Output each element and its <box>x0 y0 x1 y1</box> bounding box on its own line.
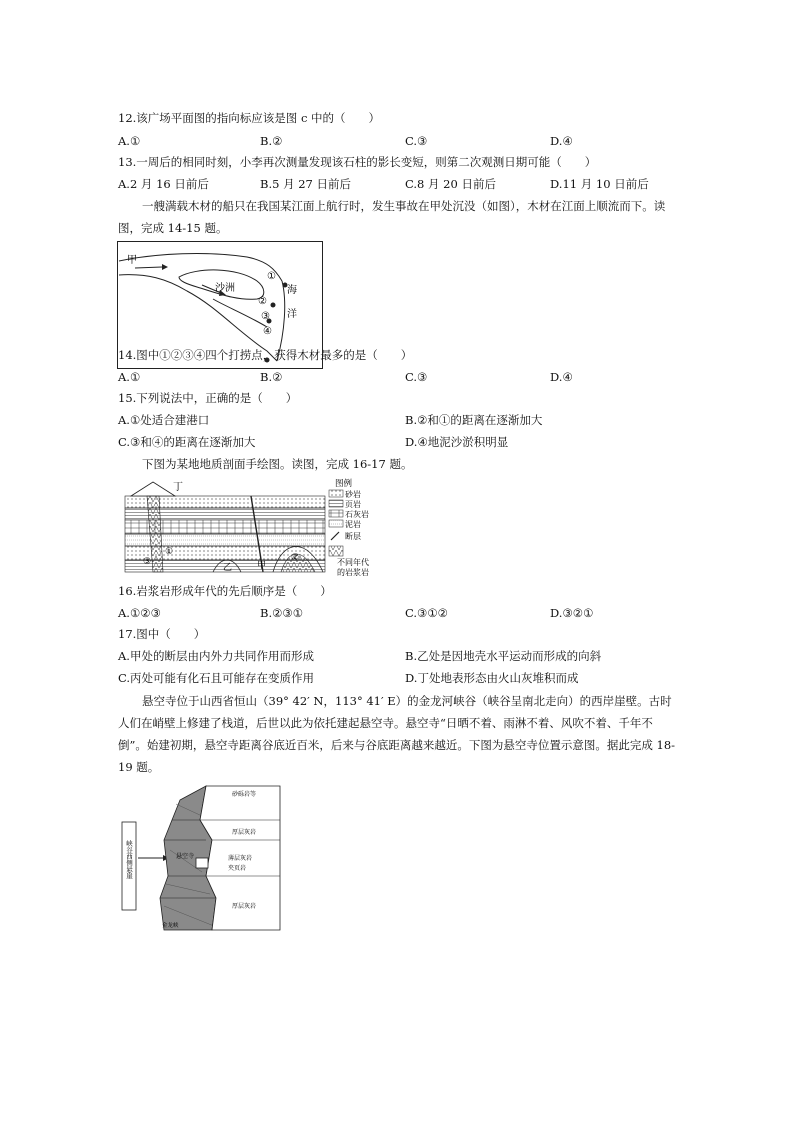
q13-stem: 13.一周后的相同时刻，小李再次测量发现该石柱的影长变短，则第二次观测日期可能（ ） <box>118 155 597 169</box>
river-point-4: ④ <box>263 326 272 337</box>
geology-figure <box>123 478 393 580</box>
q12-option-b: B.② <box>260 134 283 148</box>
q15-option-c: C.③和④的距离在逐渐加大 <box>118 435 256 449</box>
geo-label-jia: 甲 <box>257 561 267 571</box>
q13-option-c: C.8 月 20 日前后 <box>405 177 496 191</box>
geo-legend-fault: 断层 <box>345 532 361 541</box>
geo-label-yi: 乙 <box>223 563 233 573</box>
q16-option-a: A.①②③ <box>118 606 161 620</box>
temple-building <box>196 858 208 868</box>
q15-option-d: D.④地泥沙淤积明显 <box>405 435 509 449</box>
q14-option-c: C.③ <box>405 370 428 384</box>
q12-option-d: D.④ <box>550 134 573 148</box>
q13-option-a: A.2 月 16 日前后 <box>118 177 209 191</box>
river-point-3: ③ <box>261 311 270 322</box>
intro-16-17: 下图为某地地质剖面手绘图。读图，完成 16-17 题。 <box>142 457 413 471</box>
q15-option-a: A.①处适合建港口 <box>118 413 210 427</box>
temple-label: 悬空寺 <box>176 853 195 860</box>
river-label-shazhou: 沙洲 <box>215 283 235 294</box>
q17-option-d: D.丁处地表形态由火山灰堆积而成 <box>405 671 579 685</box>
river-label-yang: 洋 <box>287 309 297 320</box>
q17-option-b: B.乙处是因地壳水平运动而形成的向斜 <box>405 649 602 663</box>
river-point-1: ① <box>267 271 276 282</box>
q14-stem: 14.图中①②③④四个打捞点，获得木材最多的是（ ） <box>118 348 413 362</box>
q17-stem: 17.图中（ ） <box>118 627 206 641</box>
q13-option-d: D.11 月 10 日前后 <box>550 177 649 191</box>
q17-option-c: C.丙处可能有化石且可能存在变质作用 <box>118 671 315 685</box>
temple-side-label: 峡谷西侧悬崖 <box>125 840 133 879</box>
q15-stem: 15.下列说法中，正确的是（ ） <box>118 391 298 405</box>
temple-layer-2: 厚层灰岩 <box>232 829 257 836</box>
q14-option-d: D.④ <box>550 370 573 384</box>
q12-option-c: C.③ <box>405 134 428 148</box>
geo-legend-mudstone: 泥岩 <box>345 520 361 529</box>
temple-layer-5: 厚层灰岩 <box>232 903 257 910</box>
q12-stem: 12.该广场平面图的指向标应该是图 c 中的（ ） <box>118 111 381 125</box>
geo-legend-limestone: 石灰岩 <box>345 510 369 519</box>
temple-layer-4: 夹页岩 <box>228 865 247 872</box>
geo-label-ding: 丁 <box>173 482 183 493</box>
geo-legend-sandstone: 砂岩 <box>345 490 361 499</box>
q15-option-b: B.②和①的距离在逐渐加大 <box>405 413 543 427</box>
geo-legend-magma-2: 的岩浆岩 <box>337 568 369 577</box>
q16-option-c: C.③①② <box>405 606 448 620</box>
intro-18-19: 悬空寺位于山西省恒山（39° 42′ N，113° 41′ E）的金龙河峡谷（峡谷呈南北走向）的西岸崖壁。古时人们在峭壁上修建了栈道，后世以此为依托建起悬空寺。悬空寺“日晒不着、雨淋不着、风吹不着、千年不倒”。始建初期，悬空寺距离谷底近百米，后来与谷底距离越来越近。下图为悬空寺位置示意图。据此完成 18-19 题。 <box>118 694 676 774</box>
geo-num-2: ② <box>291 553 300 563</box>
q14-option-b: B.② <box>260 370 283 384</box>
geo-legend-shale: 页岩 <box>345 500 361 509</box>
temple-river: 金龙峡 <box>162 923 179 929</box>
q17-option-a: A.甲处的断层由内外力共同作用而形成 <box>118 649 314 663</box>
river-label-jia: 甲 <box>127 255 137 266</box>
q16-option-b: B.②③① <box>260 606 304 620</box>
q14-option-a: A.① <box>118 370 141 384</box>
temple-layer-3: 薄层灰岩 <box>228 855 253 862</box>
q13-option-b: B.5 月 27 日前后 <box>260 177 352 191</box>
geo-legend-title: 图例 <box>335 479 353 489</box>
intro-14-15: 一艘满载木材的船只在我国某江面上航行时，发生事故在甲处沉没（如图），木材在江面上顺流而下。读图，完成 14-15 题。 <box>118 199 666 235</box>
river-label-hai: 海 <box>287 285 297 296</box>
geo-legend-magma-1: 不同年代 <box>337 558 369 567</box>
geo-num-1: ① <box>165 547 174 557</box>
q16-option-d: D.③②① <box>550 606 594 620</box>
q16-stem: 16.岩浆岩形成年代的先后顺序是（ ） <box>118 584 332 598</box>
point-2-marker <box>271 303 276 308</box>
river-point-2: ② <box>258 296 267 307</box>
geo-num-3: ③ <box>143 557 152 567</box>
temple-layer-1: 砂砾岩等 <box>232 791 257 798</box>
q12-option-a: A.① <box>118 134 141 148</box>
temple-figure <box>120 780 285 935</box>
